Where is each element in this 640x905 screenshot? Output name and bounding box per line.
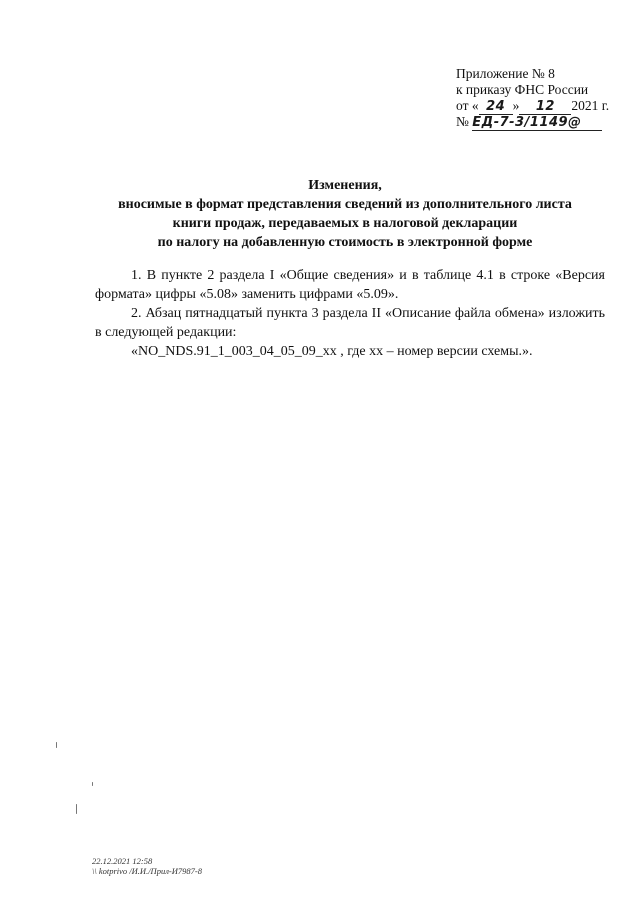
date-year: 2021 bbox=[571, 98, 599, 113]
date-prefix: от « bbox=[456, 98, 479, 113]
date-day: 24 bbox=[479, 100, 513, 115]
title-line-3: книги продаж, передаваемых в налоговой декларации bbox=[172, 216, 518, 231]
title-line-1: Изменения, bbox=[308, 178, 382, 193]
document-title bbox=[60, 176, 630, 252]
title-line-4: по налогу на добавленную стоимость в электронной форме bbox=[157, 235, 533, 250]
appendix-number: Приложение № 8 bbox=[456, 66, 555, 81]
paragraph-2: 2. Абзац пятнадцатый пункта 3 раздела II «Описание файла обмена» изложить в следующей редакции: bbox=[95, 306, 605, 340]
appendix-header bbox=[456, 66, 626, 130]
order-number-line bbox=[456, 114, 626, 130]
footer-file-path: \\ kotprivo /И.И./Прил-И7987-8 bbox=[92, 866, 202, 876]
document-body bbox=[95, 266, 605, 361]
scan-speck bbox=[76, 804, 77, 814]
date-month: 12 bbox=[519, 100, 571, 115]
paragraph-3: «NO_NDS.91_1_003_04_05_09_xx , где xx – номер версии схемы.». bbox=[131, 344, 533, 359]
scan-speck bbox=[56, 742, 57, 748]
title-line-2: вносимые в формат представления сведений из дополнительного листа bbox=[118, 197, 572, 212]
order-number: ЕД-7-3/1149@ bbox=[472, 116, 602, 131]
date-suffix: г. bbox=[598, 98, 610, 113]
footer-timestamp: 22.12.2021 12:58 bbox=[92, 856, 153, 866]
document-footer bbox=[92, 856, 202, 876]
scan-speck bbox=[92, 782, 93, 786]
date-mid: » bbox=[512, 98, 520, 113]
number-prefix: № bbox=[456, 114, 469, 129]
paragraph-1: 1. В пункте 2 раздела I «Общие сведения» и в таблице 4.1 в строке «Версия формата» цифры «5.08» заменить цифрами «5.09». bbox=[95, 268, 605, 302]
order-date-line bbox=[456, 98, 626, 114]
order-reference: к приказу ФНС России bbox=[456, 82, 589, 97]
